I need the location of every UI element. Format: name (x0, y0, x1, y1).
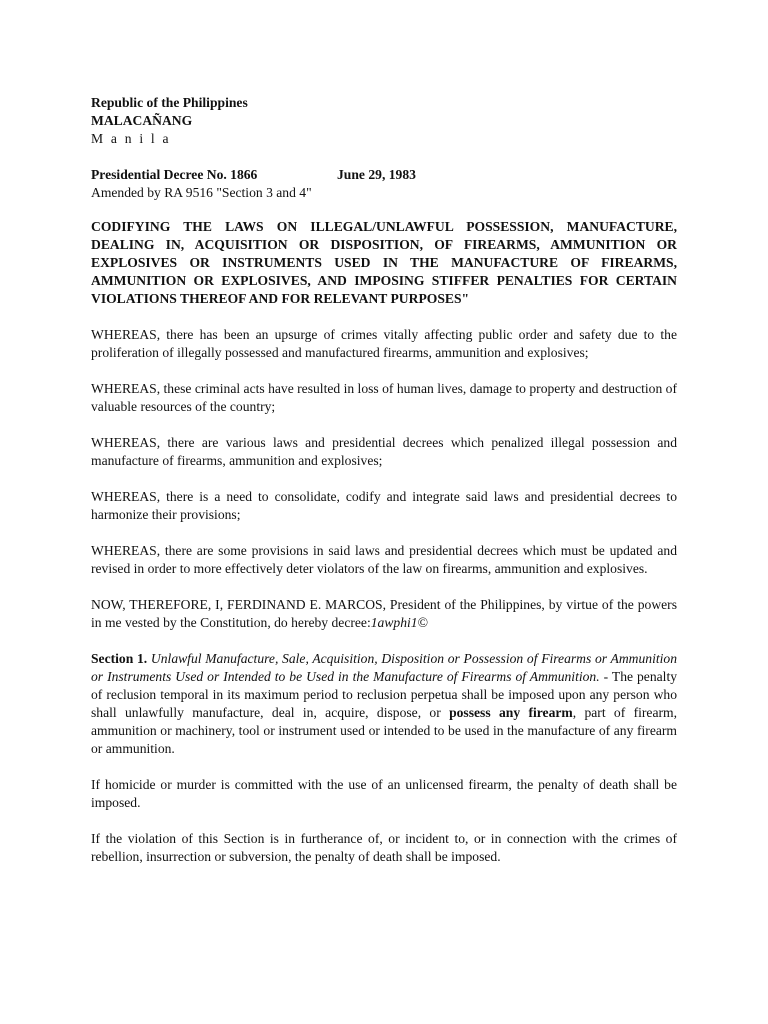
section-1 (91, 650, 677, 758)
section-1-body-part1: The penalty of reclusion temporal in its maximum period to reclusion perpetua shall be imposed upon any person who shall unlawfully manufacture, deal in, acquire, dispose, or (91, 669, 678, 720)
whereas-clause-2: WHEREAS, these criminal acts have resulted in loss of human lives, damage to property and destruction of valuable resources of the country; (91, 381, 677, 414)
section-1-dash: - (599, 669, 612, 684)
office-heading: MALACAÑANG (91, 113, 193, 128)
rebellion-paragraph: If the violation of this Section is in furtherance of, or incident to, or in connection with the crimes of rebellion, insurrection or subversion, the penalty of death shall be imposed. (91, 831, 677, 864)
city-heading: M a n i l a (91, 131, 171, 146)
whereas-clause-1: WHEREAS, there has been an upsurge of crimes vitally affecting public order and safety due to the proliferation of illegally possessed and manufactured firearms, ammunition and explosives; (91, 327, 677, 360)
section-1-heading: Unlawful Manufacture, Sale, Acquisition, Disposition or Possession of Firearms or Ammunition or Instruments Used or Intended to be Used in the Manufacture of Firearms of Ammunition. (91, 651, 677, 684)
decree-line (91, 166, 677, 184)
country-heading: Republic of the Philippines (91, 95, 248, 110)
section-1-body-emphasis: possess any firearm (449, 705, 573, 720)
whereas-clause-5: WHEREAS, there are some provisions in said laws and presidential decrees which must be updated and revised in order to more effectively deter violators of the law on firearms, ammunition and explosives. (91, 543, 677, 576)
now-therefore-text: NOW, THEREFORE, I, FERDINAND E. MARCOS, President of the Philippines, by virtue of the powers in me vested by the Constitution, do hereby decree: (91, 597, 677, 630)
header-block (91, 94, 677, 148)
source-mark: 1awphi1© (370, 615, 428, 630)
whereas-clause-4: WHEREAS, there is a need to consolidate, codify and integrate said laws and presidential decrees to harmonize their provisions; (91, 489, 677, 522)
homicide-paragraph: If homicide or murder is committed with the use of an unlicensed firearm, the penalty of death shall be imposed. (91, 777, 677, 810)
decree-title: CODIFYING THE LAWS ON ILLEGAL/UNLAWFUL POSSESSION, MANUFACTURE, DEALING IN, ACQUISITION OR DISPOSITION, OF FIREARMS, AMMUNITION OR EXPLOSIVES OR INSTRUMENTS USED IN THE MANUFACTURE OF FIREARMS, AMMUNITION OR EXPLOSIVES, AND IMPOSING STIFFER PENALTIES FOR CERTAIN VIOLATIONS THEREOF AND FOR RELEVANT PURPOSES" (91, 219, 677, 306)
decree-date: June 29, 1983 (337, 167, 416, 182)
amended-note: Amended by RA 9516 "Section 3 and 4" (91, 185, 312, 200)
section-1-label: Section 1. (91, 651, 148, 666)
decree-number: Presidential Decree No. 1866 (91, 167, 258, 182)
now-therefore-clause (91, 596, 677, 632)
whereas-clause-3: WHEREAS, there are various laws and presidential decrees which penalized illegal possession and manufacture of firearms, ammunition and explosives; (91, 435, 677, 468)
section-1-body-part2: , part of firearm, ammunition or machinery, tool or instrument used or intended to be used in the manufacture of any firearm or ammunition. (91, 705, 677, 756)
